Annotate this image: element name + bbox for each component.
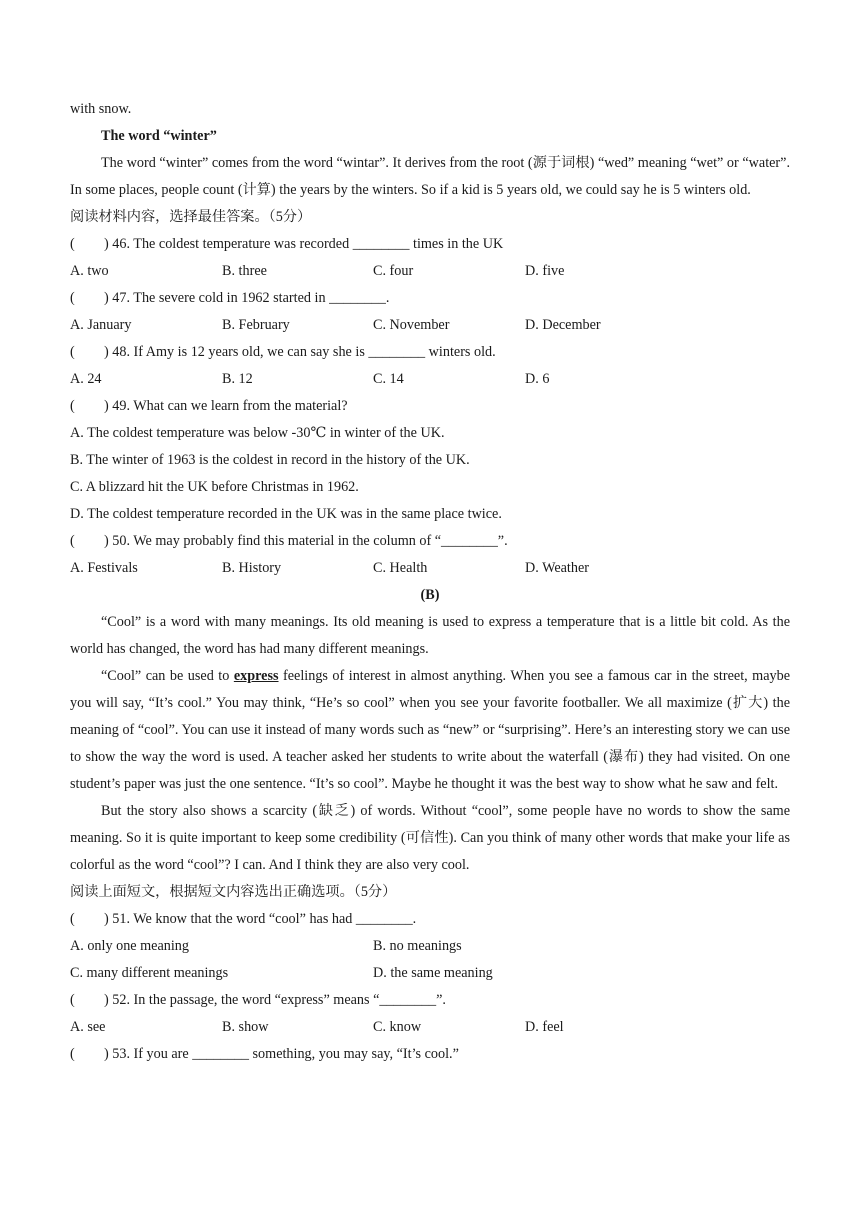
options-48: [70, 366, 790, 393]
option-c: C. A blizzard hit the UK before Christmas in 1962.: [70, 479, 359, 495]
option-a: A. two: [70, 263, 109, 279]
options-51-row2: [70, 960, 790, 987]
instruction-a: 阅读材料内容，选择最佳答案。（5分）: [70, 209, 312, 225]
continued-text: with snow.: [70, 101, 132, 117]
question-52: [70, 987, 790, 1014]
question-stem: ) 47. The severe cold in 1962 started in ________.: [104, 290, 390, 306]
option-c: C. 14: [373, 371, 404, 387]
question-stem: ) 50. We may probably find this material in the column of “________”.: [104, 533, 508, 549]
answer-paren[interactable]: (: [70, 398, 75, 414]
answer-paren[interactable]: (: [70, 911, 75, 927]
question-stem: ) 53. If you are ________ something, you may say, “It’s cool.”: [104, 1046, 459, 1062]
question-46: [70, 231, 790, 258]
paragraph-text: “Cool” can be used to: [101, 668, 234, 684]
option-c: C. Health: [373, 560, 428, 576]
option-d: D. Weather: [525, 560, 589, 576]
answer-paren[interactable]: (: [70, 992, 75, 1008]
question-49: [70, 393, 790, 420]
option-b: B. February: [222, 317, 290, 333]
options-50: [70, 555, 790, 582]
question-stem: ) 49. What can we learn from the material?: [104, 398, 348, 414]
answer-paren[interactable]: (: [70, 1046, 75, 1062]
answer-paren[interactable]: (: [70, 533, 75, 549]
option-d: D. 6: [525, 371, 550, 387]
option-b: B. three: [222, 263, 267, 279]
option-b: B. no meanings: [373, 938, 462, 954]
document-page: [70, 96, 790, 1068]
paragraph-winter: The word “winter” comes from the word “wintar”. It derives from the root (源于词根) “wed” meaning “wet” or “water”. In some places, people count (计算) the years by the winters. So if a kid is 5 years old, we could say he is 5 winters old.: [70, 155, 790, 198]
option-d: D. feel: [525, 1019, 564, 1035]
underlined-word: express: [233, 668, 279, 684]
option-b: B. The winter of 1963 is the coldest in record in the history of the UK.: [70, 452, 470, 468]
option-b: B. show: [222, 1019, 269, 1035]
options-47: [70, 312, 790, 339]
answer-paren[interactable]: (: [70, 290, 75, 306]
option-d: D. The coldest temperature recorded in the UK was in the same place twice.: [70, 506, 502, 522]
section-heading-b: (B): [420, 587, 440, 603]
paragraph-b1: “Cool” is a word with many meanings. Its old meaning is used to express a temperature that is a little bit cold. As the world has changed, the word has had many different meanings.: [70, 614, 790, 657]
question-48: [70, 339, 790, 366]
option-a: A. The coldest temperature was below -30℃ in winter of the UK.: [70, 425, 445, 441]
option-c: C. many different meanings: [70, 965, 229, 981]
option-d: D. December: [525, 317, 601, 333]
options-46: [70, 258, 790, 285]
option-d: D. the same meaning: [373, 965, 493, 981]
question-stem: ) 46. The coldest temperature was recorded ________ times in the UK: [104, 236, 504, 252]
option-a: A. see: [70, 1019, 106, 1035]
option-b: B. 12: [222, 371, 253, 387]
option-a: A. Festivals: [70, 560, 138, 576]
instruction-b: 阅读上面短文，根据短文内容选出正确选项。（5分）: [70, 884, 397, 900]
question-53: [70, 1041, 790, 1068]
section-title: The word “winter”: [101, 128, 217, 144]
options-51-row1: [70, 933, 790, 960]
option-c: C. four: [373, 263, 414, 279]
question-stem: ) 48. If Amy is 12 years old, we can say she is ________ winters old.: [104, 344, 496, 360]
option-c: C. know: [373, 1019, 422, 1035]
question-stem: ) 52. In the passage, the word “express” means “________”.: [104, 992, 446, 1008]
option-d: D. five: [525, 263, 565, 279]
question-stem: ) 51. We know that the word “cool” has had ________.: [104, 911, 417, 927]
question-51: [70, 906, 790, 933]
paragraph-text: feelings of interest in almost anything. When you see a famous car in the street, maybe you will say, “It’s cool.” You may think, “He’s so cool” when you see your favorite footballer. We all maximize (扩大) the meaning of “cool”. You can use it instead of many words such as “new” or “surprising”. Here’s an interesting story we can use to show the way the word is used. A teacher asked her students to write about the waterfall (瀑布) they had visited. On one student’s paper was just the one sentence. “It’s so cool”. Maybe he thought it was the best way to show what he saw and felt.: [70, 668, 791, 792]
option-b: B. History: [222, 560, 282, 576]
answer-paren[interactable]: (: [70, 344, 75, 360]
options-52: [70, 1014, 790, 1041]
question-47: [70, 285, 790, 312]
paragraph-b3: But the story also shows a scarcity (缺乏) of words. Without “cool”, some people have no words to show the same meaning. So it is quite important to keep some credibility (可信性). Can you think of many other words that make your life as colorful as the word “cool”? I can. And I think they are also very cool.: [70, 803, 790, 873]
option-a: A. January: [70, 317, 132, 333]
paragraph-b2: [70, 663, 790, 798]
option-a: A. only one meaning: [70, 938, 189, 954]
option-c: C. November: [373, 317, 450, 333]
question-50: [70, 528, 790, 555]
answer-paren[interactable]: (: [70, 236, 75, 252]
option-a: A. 24: [70, 371, 102, 387]
